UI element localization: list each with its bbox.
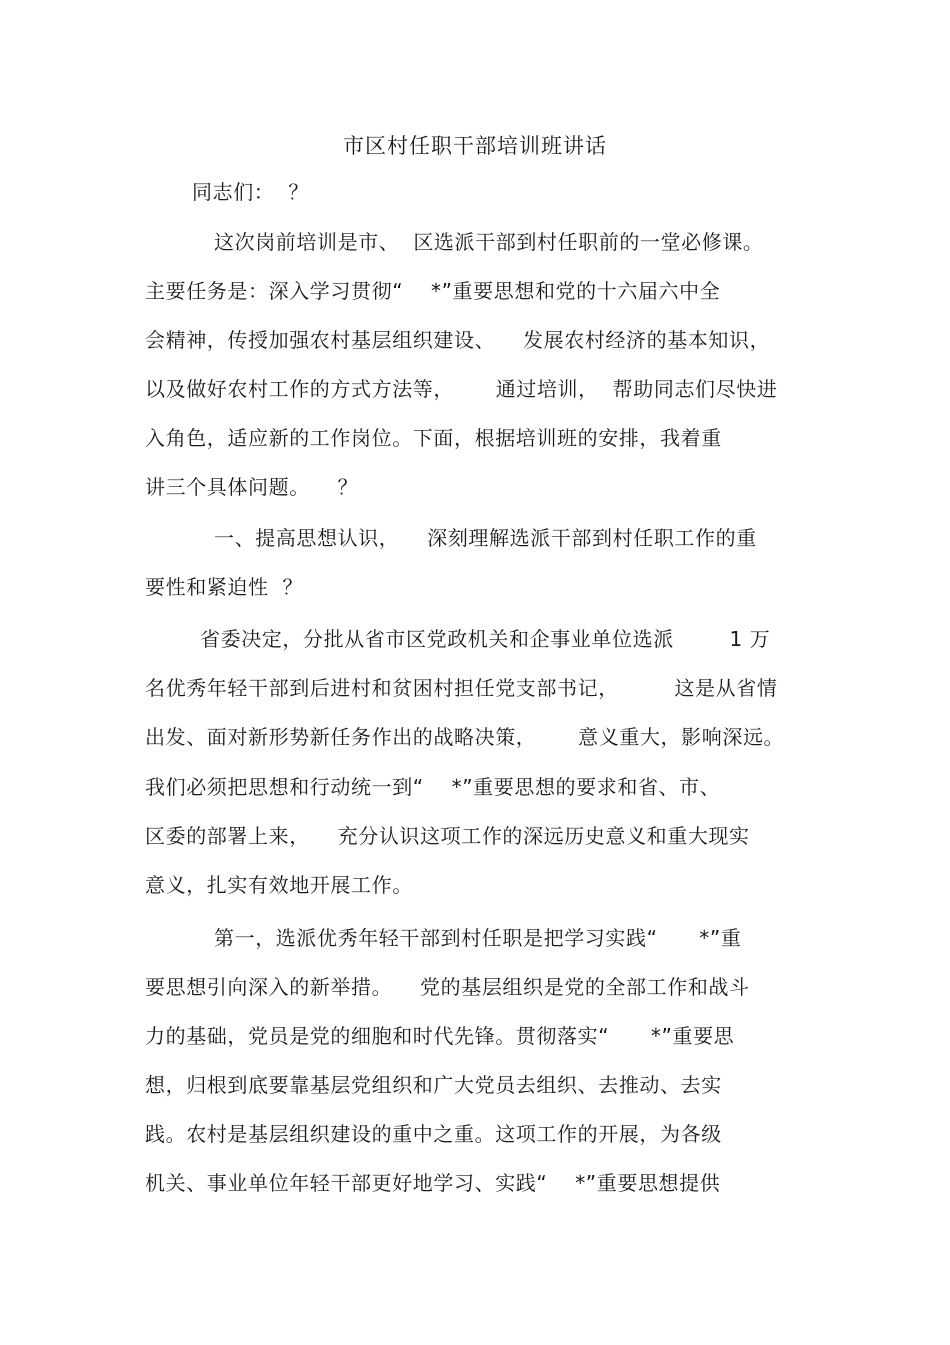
paragraph-line: 以及做好农村工作的方式方法等， 通过培训， 帮助同志们尽快进 — [145, 377, 778, 401]
paragraph-line: 入角色，适应新的工作岗位。下面，根据培训班的安排，我着重 — [145, 426, 722, 450]
paragraph-line: 我们必须把思想和行动统一到“ *”重要思想的要求和省、市、 — [145, 775, 721, 799]
salutation-line: 同志们： ？ — [192, 180, 309, 204]
paragraph-line: 讲三个具体问题。 ？ — [145, 475, 359, 499]
paragraph-line: 这次岗前培训是市、 区选派干部到村任职前的一堂必修课。 — [214, 230, 764, 254]
paragraph-line: 机关、事业单位年轻干部更好地学习、实践“ *”重要思想提供 — [145, 1171, 721, 1195]
paragraph-line: 践。农村是基层组织建设的重中之重。这项工作的开展，为各级 — [145, 1122, 722, 1146]
document-title: 市区村任职干部培训班讲话 — [343, 134, 607, 158]
section-heading-line: 要性和紧迫性 ？ — [145, 575, 304, 599]
paragraph-line: 出发、面对新形势新任务作出的战略决策， 意义重大，影响深远。 — [145, 725, 785, 749]
paragraph-line: 想，归根到底要靠基层党组织和广大党员去组织、去推动、去实 — [145, 1073, 722, 1097]
paragraph-line: 名优秀年轻干部到后进村和贫困村担任党支部书记， 这是从省情 — [145, 676, 778, 700]
paragraph-line: 力的基础，党员是党的细胞和时代先锋。贯彻落实“ *”重要思 — [145, 1024, 735, 1048]
paragraph-line: 意义，扎实有效地开展工作。 — [145, 873, 413, 897]
paragraph-line: 会精神，传授加强农村基层组织建设、 发展农村经济的基本知识， — [145, 328, 771, 352]
paragraph-line: 省委决定，分批从省市区党政机关和企事业单位选派 1 万 — [200, 627, 771, 651]
paragraph-line: 主要任务是：深入学习贯彻“ *”重要思想和党的十六届六中全 — [145, 279, 721, 303]
paragraph-line: 区委的部署上来， 充分认识这项工作的深远历史意义和重大现实 — [145, 824, 750, 848]
paragraph-line: 第一，选派优秀年轻干部到村任职是把学习实践“ *”重 — [214, 926, 742, 950]
section-heading-line: 一、提高思想认识， 深刻理解选派干部到村任职工作的重 — [214, 526, 757, 550]
paragraph-line: 要思想引向深入的新举措。 党的基层组织是党的全部工作和战斗 — [145, 975, 750, 999]
